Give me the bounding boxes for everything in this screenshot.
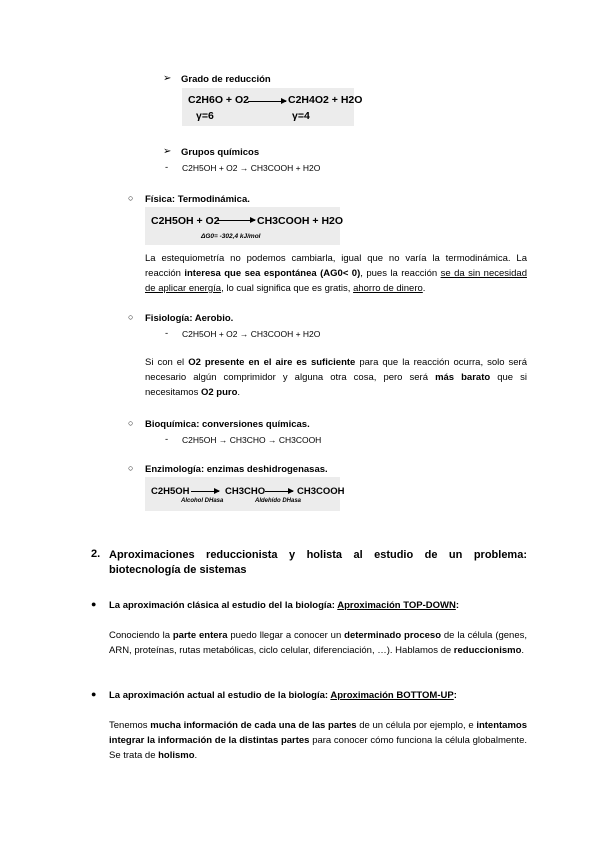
dash-bullet: - (165, 328, 169, 339)
circle-bullet-icon: ○ (128, 418, 134, 428)
reaction-arrow-icon (191, 491, 219, 492)
grado-gamma-left: γ=6 (196, 110, 214, 122)
text-bold: O2 presente en el aire es suficiente (188, 357, 356, 368)
circle-bullet-icon: ○ (128, 463, 134, 473)
fisica-energy: ΔG0= -302,4 kJ/mol (201, 233, 261, 240)
text-bold: más barato (435, 372, 491, 383)
fisica-heading: Física: Termodinámica. (145, 194, 250, 205)
text: para que la reacción ocurra, solo será necesario algún comprimidor y alguna otra cosa, pero será (145, 357, 528, 383)
text: La aproximación actual al estudio de la biología: (109, 690, 331, 701)
enzimologia-heading: Enzimología: enzimas deshidrogenasas. (145, 464, 328, 475)
grado-eq-left: C2H6O + O2 (188, 94, 249, 106)
text: La aproximación clásica al estudio del la biología: (109, 600, 338, 611)
arrow-bullet-icon: ➢ (163, 73, 172, 84)
circle-bullet-icon: ○ (128, 193, 134, 203)
text-bold: intentamos integrar la información de la distintas partes (109, 720, 528, 746)
text: que si necesitamos (145, 372, 527, 398)
fisiologia-reaction: C2H5OH + O2 → CH3COOH + H2O (182, 329, 321, 339)
grado-heading: Grado de reducción (181, 74, 271, 85)
bullet-dot-icon: ● (91, 599, 97, 609)
text-bold: parte entera (172, 630, 228, 641)
enz-substrate-2: CH3CHO (225, 486, 266, 497)
fisiologia-heading: Fisiología: Aerobio. (145, 313, 234, 324)
grupos-reaction: C2H5OH + O2 → CH3COOH + H2O (182, 163, 321, 173)
bullet-dot-icon: ● (91, 689, 97, 699)
text-bold: mucha información de cada una de las partes (150, 720, 357, 731)
section-title (109, 548, 527, 578)
topdown-paragraph (109, 628, 527, 658)
text: Si con el (145, 357, 189, 368)
bioquimica-heading: Bioquímica: conversiones químicas. (145, 419, 310, 430)
grado-eq-right: C2H4O2 + H2O (288, 94, 363, 106)
text-bold: determinado proceso (344, 630, 441, 641)
topdown-heading (109, 600, 459, 611)
text: : (455, 600, 460, 611)
text: puedo llegar a conocer un (227, 630, 345, 641)
arrow-bullet-icon: ➢ (163, 146, 172, 157)
bottomup-paragraph (109, 718, 527, 763)
text-bold: reduccionismo (453, 645, 522, 656)
text-bold: holismo (158, 750, 195, 761)
text: : (453, 690, 457, 701)
text: . (237, 387, 241, 398)
reaction-arrow-icon (265, 491, 293, 492)
enzyme-2-label: Aldehído DHasa (255, 498, 302, 504)
section-title-line-2: biotecnología de sistemas (109, 564, 247, 576)
circle-bullet-icon: ○ (128, 312, 134, 322)
dash-bullet: - (165, 434, 169, 445)
fisiologia-paragraph (145, 355, 527, 400)
text-bold: (AG0< 0) (316, 268, 361, 279)
section-title-line-1: Aproximaciones reduccionista y holista al estudio de un problema: (109, 549, 527, 561)
text: . (194, 750, 198, 761)
grupos-heading: Grupos químicos (181, 147, 260, 158)
bioquimica-reaction: C2H5OH → CH3CHO → CH3COOH (182, 435, 322, 445)
section-number: 2. (91, 548, 101, 560)
enz-substrate-1: C2H5OH (151, 486, 190, 497)
text-underlined: ahorro de dinero (353, 283, 423, 294)
bottomup-label: Aproximación BOTTOM-UP (330, 690, 454, 701)
text: de un célula por ejemplo, e (356, 720, 477, 731)
fisica-equation-box (145, 207, 344, 245)
enzyme-1-label: Alcohol DHasa (181, 498, 224, 504)
fisica-eq-right: CH3COOH + H2O (257, 215, 344, 227)
text: . (422, 283, 426, 294)
reaction-arrow-icon (217, 220, 255, 221)
fisica-paragraph (145, 251, 527, 296)
topdown-label: Aproximación TOP-DOWN (337, 600, 456, 611)
text: de la célula (genes, ARN, proteínas, rutas metabólicas, ciclo celular, diferenciación, …). Hablamos de (109, 630, 528, 656)
dash-bullet: - (165, 162, 169, 173)
reaction-arrow-icon (248, 101, 286, 102)
grado-equation-box (182, 88, 363, 126)
text: para conocer cómo funciona la célula globalmente. Se trata de (109, 735, 527, 761)
bottomup-heading (109, 690, 457, 701)
text: Tenemos (109, 720, 151, 731)
text-underlined: se da sin necesidad de aplicar energía (145, 268, 527, 294)
text: . (521, 645, 525, 656)
text: La estequiometría no podemos cambiarla, igual que no varía la termodinámica. La reacción (145, 253, 527, 279)
grado-gamma-right: γ=4 (292, 110, 310, 122)
fisica-eq-left: C2H5OH + O2 (151, 215, 220, 227)
text-bold: interesa que sea espontánea (184, 268, 317, 279)
enz-substrate-3: CH3COOH (297, 486, 345, 497)
enzimologia-equation-box (145, 477, 345, 511)
text: , pues la reacción (360, 268, 441, 279)
text-bold: O2 puro (200, 387, 238, 398)
text: , lo cual significa que es gratis, (221, 283, 354, 294)
text: Conociendo la (109, 630, 173, 641)
